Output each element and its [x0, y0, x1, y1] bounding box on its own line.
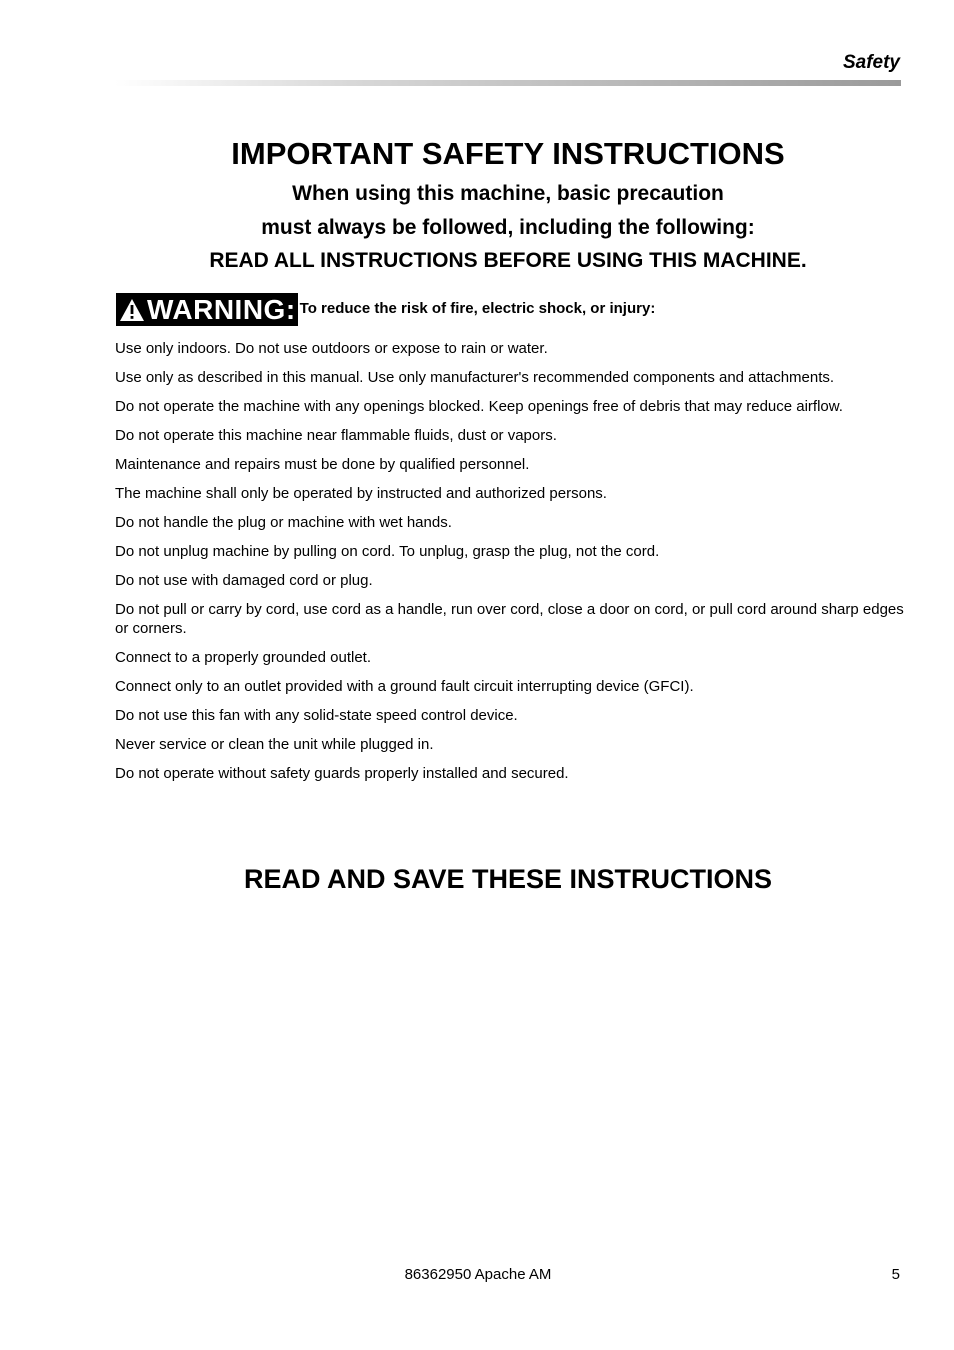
instruction-item: Do not use with damaged cord or plug.	[115, 572, 373, 589]
warning-text: To reduce the risk of fire, electric shock, or injury:	[299, 299, 656, 317]
header-rule	[115, 80, 901, 86]
instruction-item: Connect only to an outlet provided with a ground fault circuit interrupting device (GFCI).	[115, 678, 694, 695]
closing-title: READ AND SAVE THESE INSTRUCTIONS	[243, 864, 773, 894]
warning-label: WARNING:	[147, 293, 296, 325]
instruction-item: Do not operate this machine near flammable fluids, dust or vapors.	[115, 427, 557, 444]
warning-badge	[116, 293, 298, 326]
instruction-item: Do not unplug machine by pulling on cord. To unplug, grasp the plug, not the cord.	[115, 543, 660, 560]
instruction-item: Do not operate the machine with any openings blocked. Keep openings free of debris that may reduce airflow.	[115, 398, 843, 415]
footer-page-number: 5	[891, 1266, 900, 1283]
instruction-item: Do not operate without safety guards properly installed and secured.	[115, 765, 569, 782]
section-label: Safety	[842, 52, 900, 73]
page-title: IMPORTANT SAFETY INSTRUCTIONS	[231, 136, 785, 171]
instruction-item: Do not pull or carry by cord, use cord as a handle, run over cord, close a door on cord, or pull cord around sharp edges or corners.	[115, 601, 904, 637]
instruction-item: Never service or clean the unit while plugged in.	[115, 736, 434, 753]
instruction-item: The machine shall only be operated by instructed and authorized persons.	[115, 485, 607, 502]
instruction-item: Do not use this fan with any solid-state speed control device.	[115, 707, 518, 724]
subtitle-line-3: READ ALL INSTRUCTIONS BEFORE USING THIS MACHINE.	[209, 249, 807, 272]
footer-document-id: 86362950 Apache AM	[404, 1266, 552, 1283]
warning-triangle-icon	[119, 298, 145, 322]
instruction-item: Use only as described in this manual. Use only manufacturer's recommended components and attachments.	[115, 369, 835, 386]
instruction-item: Use only indoors. Do not use outdoors or expose to rain or water.	[115, 340, 548, 357]
warning-row	[116, 293, 655, 326]
instruction-item: Maintenance and repairs must be done by qualified personnel.	[115, 456, 530, 473]
instruction-list	[115, 339, 905, 793]
instruction-item: Connect to a properly grounded outlet.	[115, 649, 372, 666]
instruction-item: Do not handle the plug or machine with wet hands.	[115, 514, 452, 531]
subtitle-line-2: must always be followed, including the following:	[261, 216, 755, 239]
subtitle-line-1: When using this machine, basic precaution	[292, 182, 724, 205]
